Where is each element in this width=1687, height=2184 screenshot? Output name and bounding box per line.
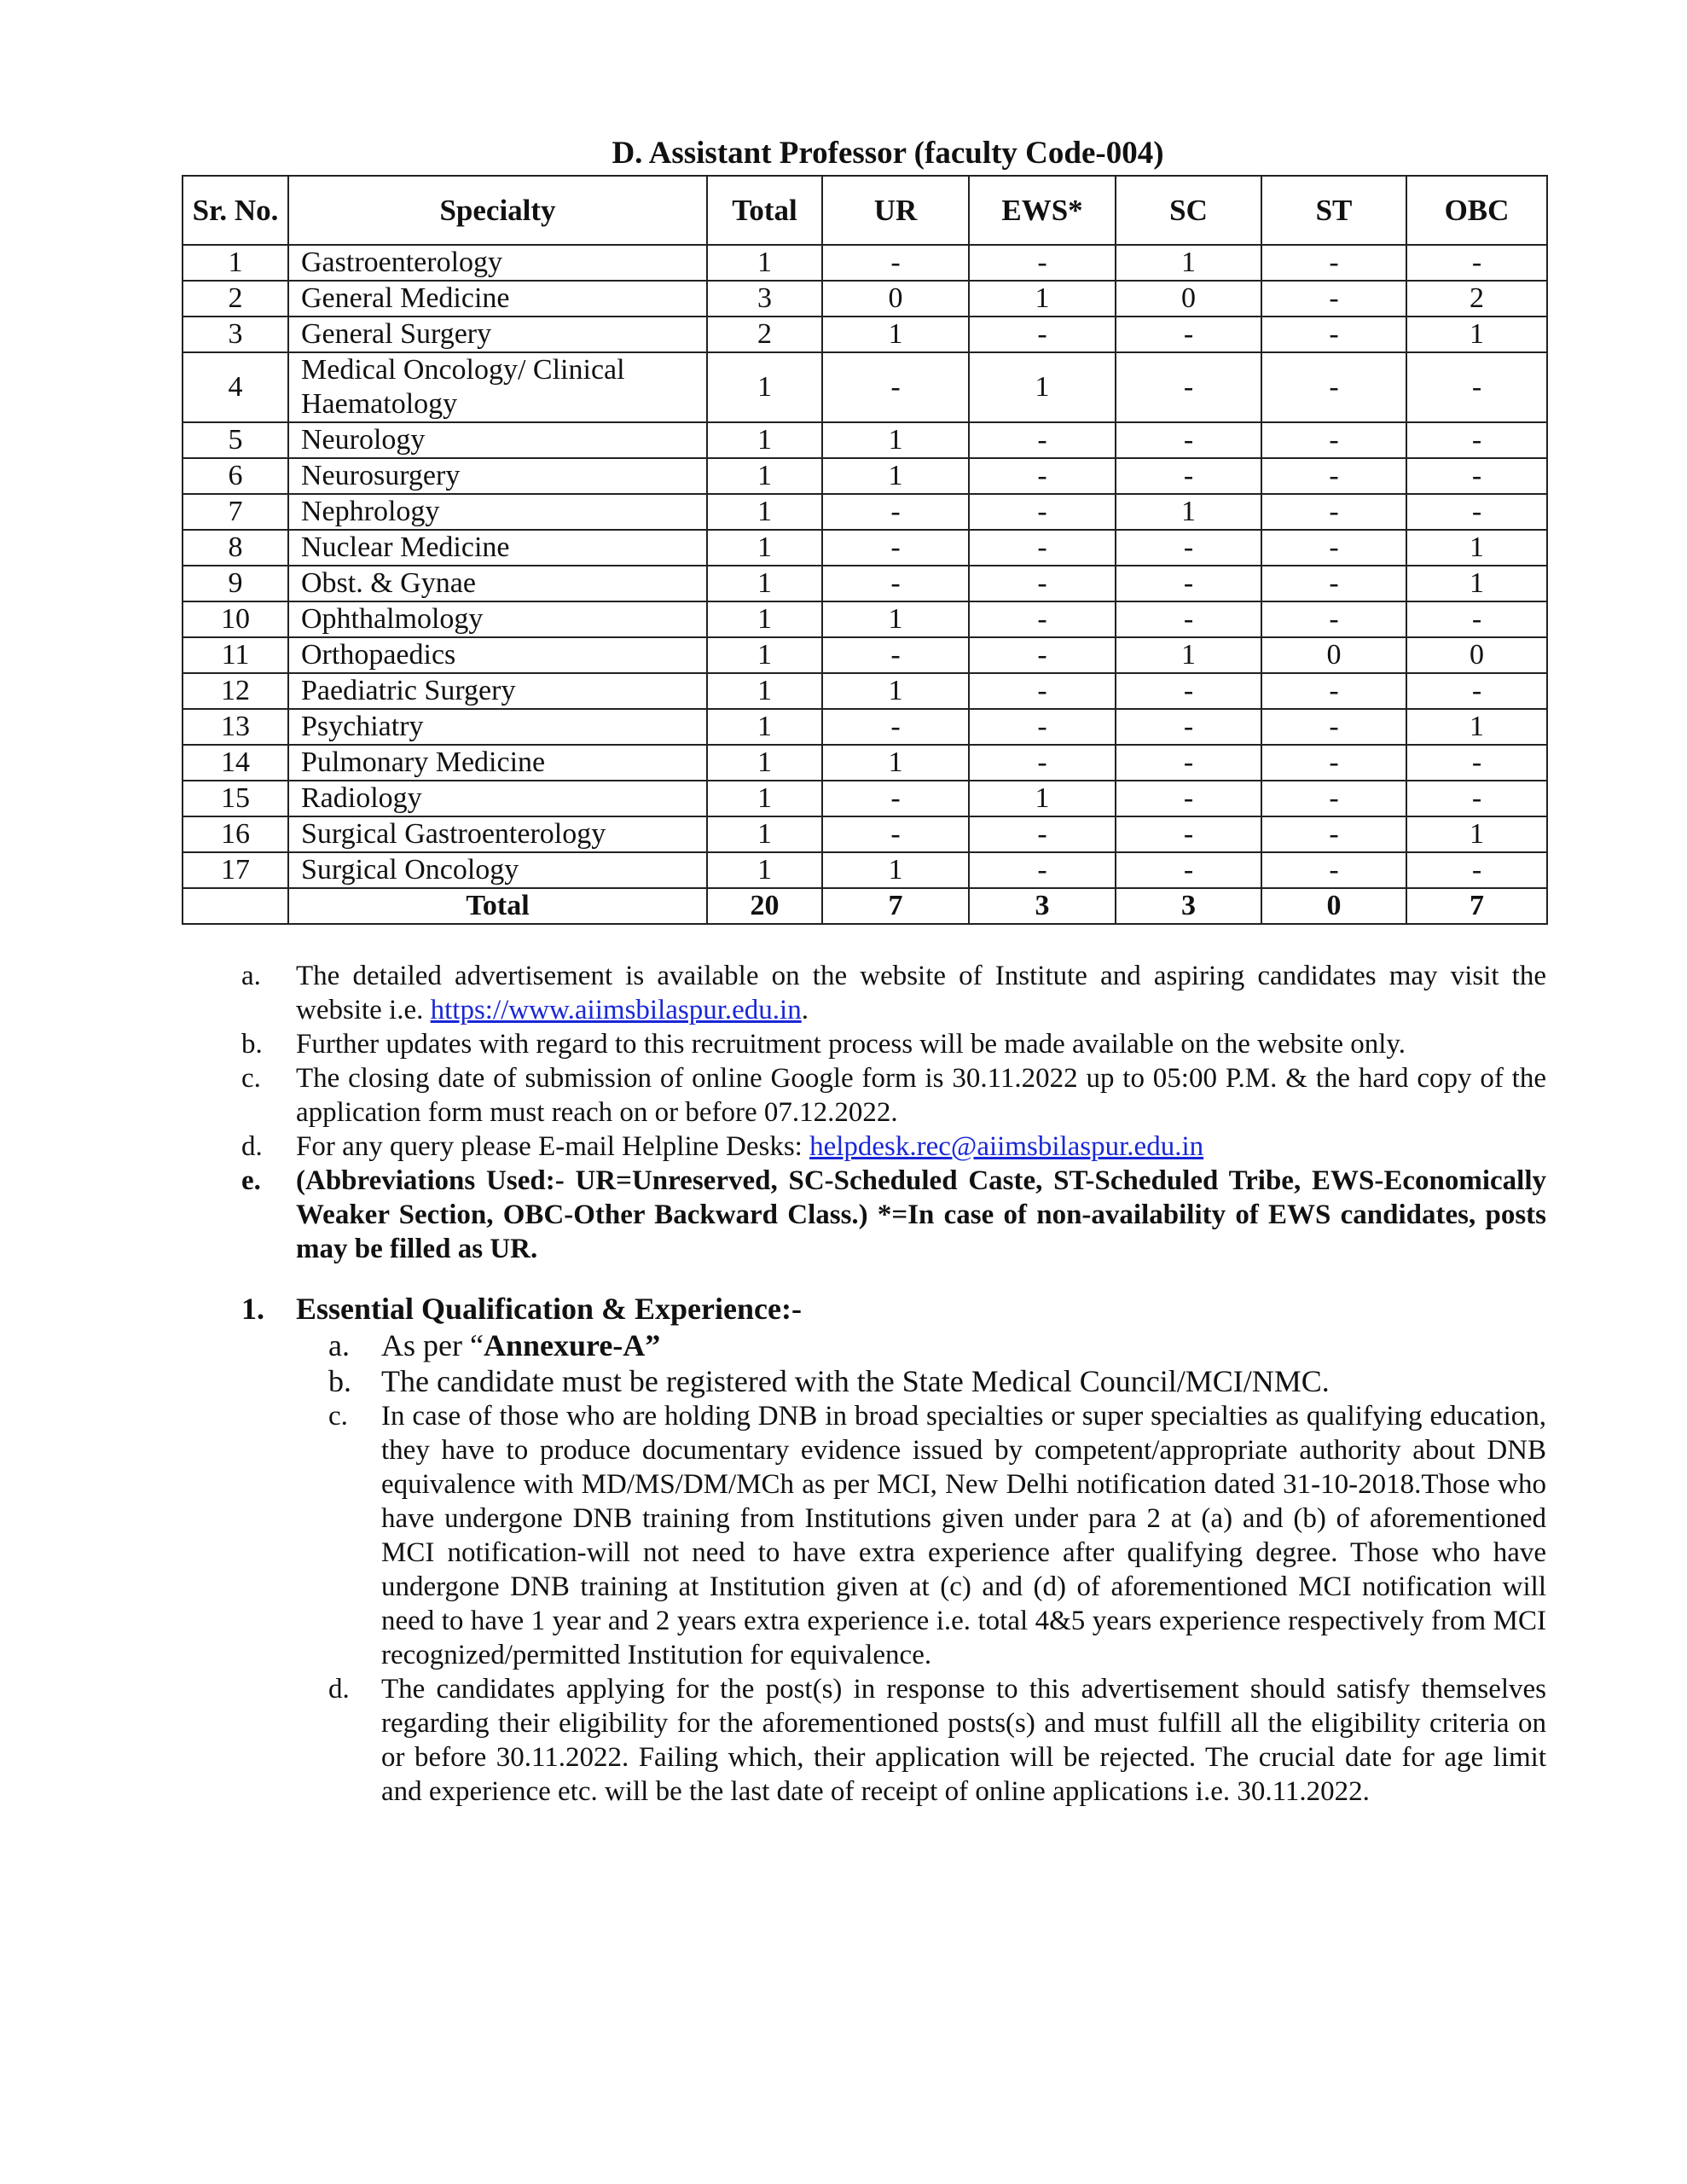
cell-ur: 1: [822, 852, 969, 888]
cell-sc: -: [1116, 317, 1261, 352]
cell-ur: -: [822, 816, 969, 852]
total-sr-empty: [183, 888, 288, 924]
cell-st: -: [1261, 530, 1406, 566]
cell-obc: 1: [1406, 317, 1547, 352]
cell-ur: 0: [822, 281, 969, 317]
cell-ews: -: [969, 422, 1116, 458]
cell-total: 1: [707, 566, 822, 601]
header-obc: OBC: [1406, 176, 1547, 245]
cell-obc: -: [1406, 245, 1547, 281]
note-label: b.: [241, 1029, 263, 1060]
cell-total: 1: [707, 709, 822, 745]
note-text: (Abbreviations Used:- UR=Unreserved, SC-Scheduled Caste, ST-Scheduled Tribe, EWS-Economically Weaker Section, OBC-Other Backward Class.) *=In case of non-availability of EWS candidates, posts may be filled as UR.: [296, 1165, 1546, 1264]
cell-total: 1: [707, 458, 822, 494]
cell-ur: 1: [822, 458, 969, 494]
header-sr-no: Sr. No.: [183, 176, 288, 245]
table-row: [183, 781, 1547, 816]
cell-ur: -: [822, 245, 969, 281]
header-st: ST: [1261, 176, 1406, 245]
cell-st: -: [1261, 566, 1406, 601]
cell-total: 1: [707, 852, 822, 888]
notes-list: [241, 959, 1546, 1266]
cell-ur: 1: [822, 422, 969, 458]
cell-ur: 1: [822, 673, 969, 709]
header-sc: SC: [1116, 176, 1261, 245]
item-label: b.: [328, 1364, 351, 1398]
cell-total: 2: [707, 317, 822, 352]
cell-ews: -: [969, 852, 1116, 888]
table-row: [183, 709, 1547, 745]
cell-sc: -: [1116, 530, 1261, 566]
cell-specialty: Surgical Gastroenterology: [288, 816, 707, 852]
table-total-row: [183, 888, 1547, 924]
cell-ur: -: [822, 709, 969, 745]
item-text: The candidate must be registered with the State Medical Council/MCI/NMC.: [381, 1364, 1330, 1398]
cell-obc: -: [1406, 673, 1547, 709]
cell-specialty: Nuclear Medicine: [288, 530, 707, 566]
vacancy-table: [182, 175, 1548, 925]
item-text: As per “: [381, 1328, 484, 1362]
cell-ews: -: [969, 601, 1116, 637]
cell-ur: -: [822, 637, 969, 673]
cell-st: -: [1261, 281, 1406, 317]
table-body: [183, 245, 1547, 888]
cell-sr: 9: [183, 566, 288, 601]
item-text: The candidates applying for the post(s) in response to this advertisement should satisfy themselves regarding their eligibility for the aforementioned posts(s) and must fulfill all the eligibility criteria on or before 30.11.2022. Failing which, their application will be rejected. The crucial date for age limit and experience etc. will be the last date of receipt of online applications i.e. 30.11.2022.: [381, 1674, 1546, 1807]
item-label: a.: [328, 1328, 350, 1362]
table-row: [183, 422, 1547, 458]
note-label: e.: [241, 1165, 261, 1196]
table-row: [183, 566, 1547, 601]
cell-sc: 1: [1116, 637, 1261, 673]
cell-specialty: General Medicine: [288, 281, 707, 317]
cell-ur: -: [822, 781, 969, 816]
section-heading-text: Essential Qualification & Experience:-: [296, 1292, 802, 1326]
table-row: [183, 245, 1547, 281]
cell-total: 1: [707, 637, 822, 673]
section-title: D. Assistant Professor (faculty Code-004): [612, 136, 1164, 171]
cell-obc: -: [1406, 601, 1547, 637]
table-row: [183, 601, 1547, 637]
header-specialty: Specialty: [288, 176, 707, 245]
cell-sc: -: [1116, 852, 1261, 888]
essential-qualification-section: [241, 1290, 1546, 1809]
table-row: [183, 530, 1547, 566]
cell-sr: 13: [183, 709, 288, 745]
cell-st: 0: [1261, 637, 1406, 673]
cell-ur: -: [822, 566, 969, 601]
cell-total: 1: [707, 352, 822, 422]
cell-total: 1: [707, 816, 822, 852]
cell-sr: 11: [183, 637, 288, 673]
cell-total: 3: [707, 281, 822, 317]
cell-ews: -: [969, 458, 1116, 494]
item-label: d.: [328, 1674, 350, 1705]
cell-obc: -: [1406, 745, 1547, 781]
cell-obc: -: [1406, 422, 1547, 458]
cell-ews: -: [969, 494, 1116, 530]
table-row: [183, 458, 1547, 494]
cell-specialty: Medical Oncology/ Clinical Haematology: [288, 352, 707, 422]
cell-sc: -: [1116, 601, 1261, 637]
cell-sc: 1: [1116, 245, 1261, 281]
cell-sc: -: [1116, 566, 1261, 601]
cell-specialty: Ophthalmology: [288, 601, 707, 637]
cell-sr: 17: [183, 852, 288, 888]
cell-sc: -: [1116, 745, 1261, 781]
table-row: [183, 637, 1547, 673]
note-d: [241, 1130, 1546, 1164]
cell-sr: 2: [183, 281, 288, 317]
cell-sc: -: [1116, 816, 1261, 852]
cell-sr: 5: [183, 422, 288, 458]
cell-sr: 12: [183, 673, 288, 709]
cell-ews: 1: [969, 352, 1116, 422]
cell-st: -: [1261, 494, 1406, 530]
cell-ews: -: [969, 816, 1116, 852]
qualification-item-c: [241, 1399, 1546, 1672]
qualification-item-a: [241, 1327, 1546, 1363]
cell-st: -: [1261, 245, 1406, 281]
website-link[interactable]: https://www.aiimsbilaspur.edu.in: [430, 995, 802, 1025]
note-label: c.: [241, 1063, 261, 1094]
note-e: [241, 1164, 1546, 1266]
cell-obc: 2: [1406, 281, 1547, 317]
cell-sr: 7: [183, 494, 288, 530]
cell-ews: -: [969, 566, 1116, 601]
item-label: c.: [328, 1401, 348, 1432]
total-st: 0: [1261, 888, 1406, 924]
table-row: [183, 494, 1547, 530]
cell-total: 1: [707, 530, 822, 566]
note-a: [241, 959, 1546, 1027]
cell-sr: 8: [183, 530, 288, 566]
item-text: In case of those who are holding DNB in broad specialties or super specialties as qualifying education, they have to produce documentary evidence issued by competent/appropriate authority about DNB equivalence with MD/MS/DM/MCh as per MCI, New Delhi notification dated 31-10-2018.Those who have undergone DNB training from Institutions given under para 2 at (a) and (b) of aforementioned MCI notification-will not need to have extra experience after qualifying degree. Those who have undergone DNB training at Institution given at (c) and (d) of aforementioned MCI notification will need to have 1 year and 2 years extra experience i.e. total 4&5 years experience respectively from MCI recognized/permitted Institution for equivalence.: [381, 1401, 1546, 1670]
cell-specialty: Nephrology: [288, 494, 707, 530]
cell-total: 1: [707, 673, 822, 709]
cell-sr: 16: [183, 816, 288, 852]
cell-sr: 14: [183, 745, 288, 781]
cell-ews: -: [969, 673, 1116, 709]
cell-total: 1: [707, 781, 822, 816]
note-b: [241, 1027, 1546, 1061]
cell-st: -: [1261, 781, 1406, 816]
cell-specialty: Neurosurgery: [288, 458, 707, 494]
note-text: The detailed advertisement is available on the website of Institute and aspiring candidates may visit the website i.e.: [296, 961, 1546, 1025]
total-total: 20: [707, 888, 822, 924]
helpdesk-email-link[interactable]: helpdesk.rec@aiimsbilaspur.edu.in: [809, 1131, 1204, 1162]
cell-ur: 1: [822, 601, 969, 637]
cell-ews: -: [969, 530, 1116, 566]
cell-st: -: [1261, 317, 1406, 352]
cell-specialty: Orthopaedics: [288, 637, 707, 673]
cell-st: -: [1261, 745, 1406, 781]
cell-ews: -: [969, 745, 1116, 781]
cell-specialty: Neurology: [288, 422, 707, 458]
cell-ur: -: [822, 530, 969, 566]
note-c: [241, 1061, 1546, 1130]
cell-specialty: Radiology: [288, 781, 707, 816]
cell-total: 1: [707, 745, 822, 781]
cell-sr: 6: [183, 458, 288, 494]
cell-obc: -: [1406, 781, 1547, 816]
total-label: Total: [288, 888, 707, 924]
table-row: [183, 852, 1547, 888]
cell-ews: -: [969, 637, 1116, 673]
cell-sc: 0: [1116, 281, 1261, 317]
cell-specialty: Obst. & Gynae: [288, 566, 707, 601]
header-ews: EWS*: [969, 176, 1116, 245]
cell-ews: 1: [969, 781, 1116, 816]
cell-ews: 1: [969, 281, 1116, 317]
cell-obc: -: [1406, 352, 1547, 422]
note-text: Further updates with regard to this recruitment process will be made available on the website only.: [296, 1029, 1406, 1060]
cell-sc: -: [1116, 458, 1261, 494]
cell-st: -: [1261, 673, 1406, 709]
header-ur: UR: [822, 176, 969, 245]
qualification-item-b: [241, 1363, 1546, 1399]
table-row: [183, 673, 1547, 709]
cell-ur: -: [822, 494, 969, 530]
cell-st: -: [1261, 458, 1406, 494]
cell-sc: 1: [1116, 494, 1261, 530]
cell-obc: 1: [1406, 566, 1547, 601]
cell-st: -: [1261, 852, 1406, 888]
table-row: [183, 352, 1547, 422]
section-heading: [241, 1290, 1546, 1327]
cell-specialty: Paediatric Surgery: [288, 673, 707, 709]
cell-sc: -: [1116, 709, 1261, 745]
total-ews: 3: [969, 888, 1116, 924]
header-total: Total: [707, 176, 822, 245]
cell-sr: 10: [183, 601, 288, 637]
cell-ews: -: [969, 709, 1116, 745]
table-row: [183, 745, 1547, 781]
note-text: For any query please E-mail Helpline Desks:: [296, 1131, 810, 1162]
note-label: a.: [241, 961, 261, 991]
cell-specialty: General Surgery: [288, 317, 707, 352]
table-row: [183, 317, 1547, 352]
cell-specialty: Psychiatry: [288, 709, 707, 745]
cell-total: 1: [707, 245, 822, 281]
cell-ur: -: [822, 352, 969, 422]
section-number: 1.: [241, 1292, 264, 1326]
cell-sc: -: [1116, 781, 1261, 816]
cell-st: -: [1261, 352, 1406, 422]
cell-total: 1: [707, 494, 822, 530]
cell-specialty: Pulmonary Medicine: [288, 745, 707, 781]
cell-sr: 15: [183, 781, 288, 816]
cell-sc: -: [1116, 422, 1261, 458]
note-label: d.: [241, 1131, 263, 1162]
annexure-reference: Annexure-A”: [483, 1328, 661, 1362]
cell-ews: -: [969, 245, 1116, 281]
cell-specialty: Gastroenterology: [288, 245, 707, 281]
cell-total: 1: [707, 601, 822, 637]
cell-obc: -: [1406, 458, 1547, 494]
table-header-row: [183, 176, 1547, 245]
cell-st: -: [1261, 422, 1406, 458]
cell-obc: 1: [1406, 816, 1547, 852]
cell-obc: -: [1406, 852, 1547, 888]
total-sc: 3: [1116, 888, 1261, 924]
table-row: [183, 816, 1547, 852]
table-row: [183, 281, 1547, 317]
cell-sr: 1: [183, 245, 288, 281]
cell-obc: 0: [1406, 637, 1547, 673]
cell-ur: 1: [822, 745, 969, 781]
cell-obc: 1: [1406, 709, 1547, 745]
cell-st: -: [1261, 601, 1406, 637]
cell-sr: 4: [183, 352, 288, 422]
cell-obc: 1: [1406, 530, 1547, 566]
cell-ur: 1: [822, 317, 969, 352]
cell-st: -: [1261, 709, 1406, 745]
cell-specialty: Surgical Oncology: [288, 852, 707, 888]
cell-sc: -: [1116, 673, 1261, 709]
note-text-after: .: [801, 995, 809, 1025]
note-text: The closing date of submission of online Google form is 30.11.2022 up to 05:00 P.M. & the hard copy of the application form must reach on or before 07.12.2022.: [296, 1063, 1546, 1128]
qualification-item-d: [241, 1672, 1546, 1809]
total-obc: 7: [1406, 888, 1547, 924]
cell-total: 1: [707, 422, 822, 458]
total-ur: 7: [822, 888, 969, 924]
cell-ews: -: [969, 317, 1116, 352]
cell-st: -: [1261, 816, 1406, 852]
cell-obc: -: [1406, 494, 1547, 530]
cell-sc: -: [1116, 352, 1261, 422]
cell-sr: 3: [183, 317, 288, 352]
